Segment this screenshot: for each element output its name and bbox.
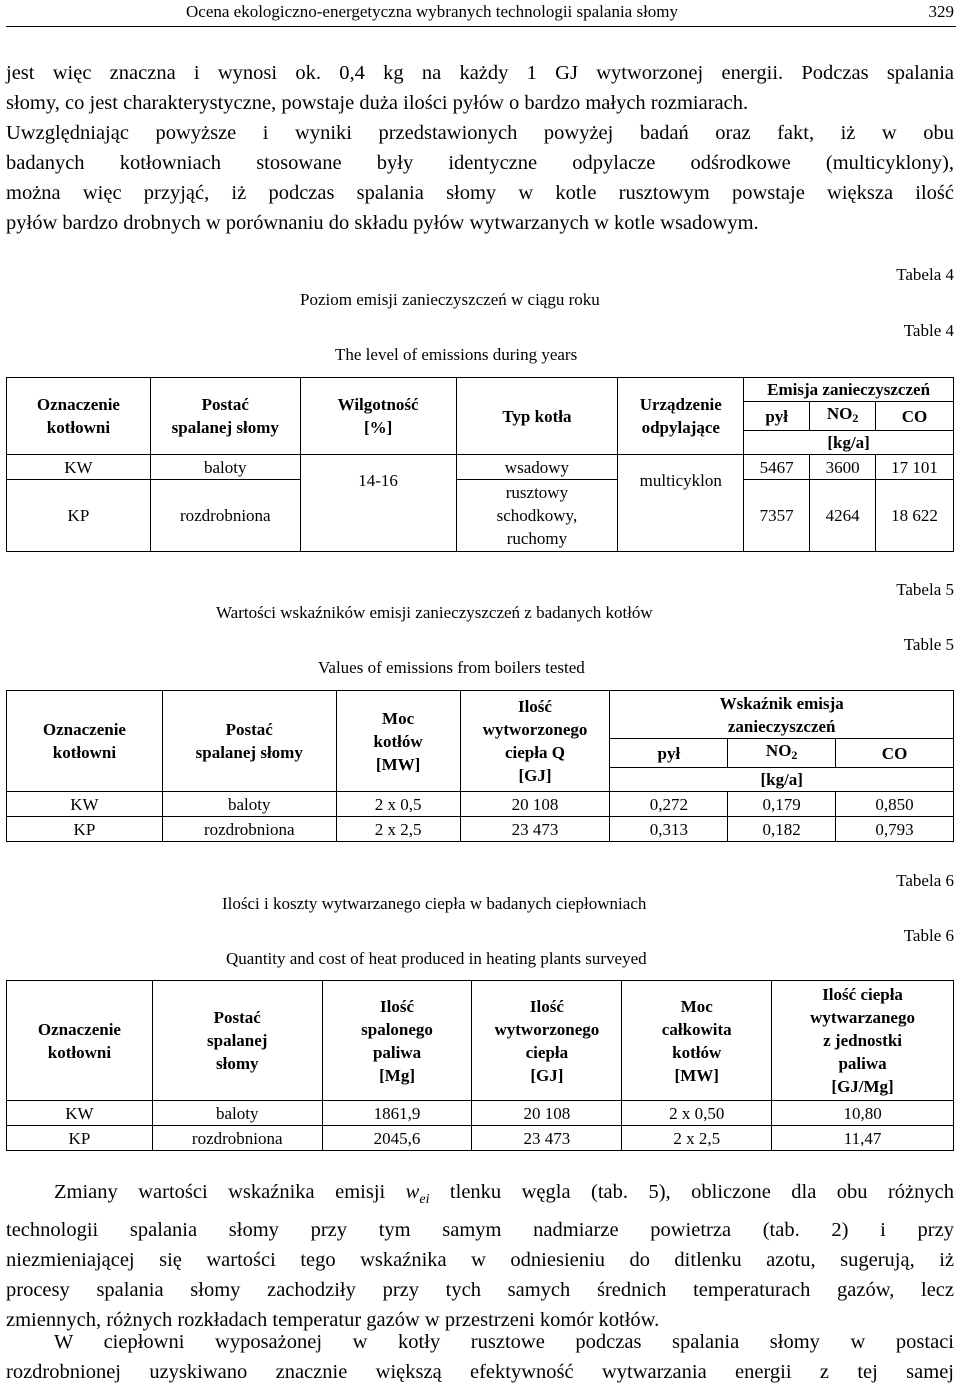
table4-title-en: The level of emissions during years	[335, 345, 578, 364]
table5-label-pl: Tabela 5	[896, 580, 954, 599]
table4-header-id: Oznaczenie kotłowni	[7, 378, 151, 455]
table4-header-unit: [kg/a]	[744, 431, 954, 455]
table4-label-pl: Tabela 4	[896, 265, 954, 284]
table4-header-no2: $NO_2$	[810, 402, 876, 431]
table5-header-id: Oznaczenie kotłowni	[7, 691, 163, 792]
table6-header-unit-heat: Ilość ciepła wytwarzanego z jednostki paliwa [GJ/Mg]	[772, 981, 954, 1101]
table5-header-heat: Ilość wytworzonego ciepła Q [GJ]	[460, 691, 610, 792]
text-line: jest więc znaczna i wynosi ok. 0,4 kg na każdy 1 GJ wytworzonej energii. Podczas spalania	[6, 62, 954, 84]
text-line: technologii spalania słomy przy tym samym nadmiarze powietrza (tab. 2) i przy	[6, 1219, 954, 1242]
text-line: słomy, co jest charakterystyczne, powstaje duża ilości pyłów o bardzo małych rozmiarach.	[6, 92, 749, 114]
table6-header-id: Oznaczenie kotłowni	[7, 981, 153, 1101]
text-line: Zmiany wartości wskaźnika emisji $w_{ei}$ tlenku węgla (tab. 5), obliczone dla obu różnych	[54, 1181, 954, 1208]
table6-header-heat: Ilość wytworzonego ciepła [GJ]	[472, 981, 622, 1101]
table5-header-indicator: Wskaźnik emisja zanieczyszczeń	[610, 691, 954, 739]
table4-device-value: multicyklon	[618, 455, 744, 552]
text-line: W ciepłowni wyposażonej w kotły rusztowe podczas spalania słomy w postaci	[54, 1331, 954, 1353]
table4-header-dust: pył	[744, 402, 810, 431]
text-line: procesy spalania słomy zachodziły przy tych samych średnich temperaturach gazów, lecz	[6, 1279, 954, 1302]
table4-label-en: Table 4	[903, 321, 954, 340]
paragraph-efficiency	[6, 1327, 954, 1387]
table4-title-pl: Poziom emisji zanieczyszczeń w ciągu roku	[300, 290, 600, 309]
table4-header-emission: Emisja zanieczyszczeń	[744, 378, 954, 402]
table5-header-unit: [kg/a]	[610, 768, 954, 792]
table6-header-fuel: Ilość spalonego paliwa [Mg]	[322, 981, 472, 1101]
table5	[6, 690, 954, 842]
table6-title-en: Quantity and cost of heat produced in heating plants surveyed	[226, 949, 647, 968]
running-header	[6, 0, 956, 27]
table5-header-no2: $NO_2$	[728, 739, 836, 768]
table5-label-en: Table 5	[903, 635, 954, 654]
text-line: badanych kotłowniach stosowane były identyczne odpylacze odśrodkowe (multicyklony),	[6, 152, 954, 174]
table4-header-boiler: Typ kotła	[456, 378, 618, 455]
paragraph-conclusions	[6, 1177, 954, 1335]
table5-header-form: Postać spalanej słomy	[162, 691, 336, 792]
table-row: KP rozdrobniona rusztowy schodkowy, ruchomy 7357 4264 18 622	[7, 480, 954, 552]
table5-header-power: Moc kotłów [MW]	[336, 691, 460, 792]
table-row: KW baloty 2 x 0,5 20 108 0,272 0,179 0,850	[7, 792, 954, 817]
table6-label-en: Table 6	[903, 926, 954, 945]
table4-header-device: Urządzenie odpylające	[618, 378, 744, 455]
table4-header-co: CO	[876, 402, 954, 431]
table6-title-pl: Ilości i koszty wytwarzanego ciepła w badanych ciepłowniach	[222, 894, 647, 913]
table5-header-dust: pył	[610, 739, 728, 768]
text-line: zmiennych, różnych rozkładach temperatur gazów w przestrzeni komór kotłów.	[6, 1309, 660, 1332]
text-line: Uwzględniając powyższe i wyniki przedstawionych powyżej badań oraz fakt, iż w obu	[6, 122, 954, 144]
page-number: 329	[928, 2, 954, 21]
running-header-title: Ocena ekologiczno-energetyczna wybranych technologii spalania słomy	[186, 2, 679, 21]
text-line: niezmieniającej się wartości tego wskaźnika w odniesieniu do ditlenku azotu, sugerują, iż	[6, 1249, 954, 1272]
table-row: KP rozdrobniona 2045,6 23 473 2 x 2,5 11,47	[7, 1126, 954, 1151]
table6-header-power: Moc całkowita kotłów [MW]	[622, 981, 772, 1101]
table5-title-en: Values of emissions from boilers tested	[318, 658, 585, 677]
text-line: rozdrobnionej uzyskiwano znacznie większą efektywność wytwarzania energii z tej samej	[6, 1361, 954, 1383]
table4-moisture-value: 14-16	[300, 455, 456, 552]
table-row: KW baloty 14-16 wsadowy multicyklon 5467 3600 17 101	[7, 455, 954, 480]
text-line: pyłów bardzo drobnych w porównaniu do składu pyłów wytwarzanych w kotle wsadowym.	[6, 212, 759, 234]
table-row: KP rozdrobniona 2 x 2,5 23 473 0,313 0,182 0,793	[7, 817, 954, 842]
table4-header-form: Postać spalanej słomy	[150, 378, 300, 455]
table6	[6, 980, 954, 1151]
table6-label-pl: Tabela 6	[896, 871, 954, 890]
table5-header-co: CO	[836, 739, 954, 768]
table-row: KW baloty 1861,9 20 108 2 x 0,50 10,80	[7, 1101, 954, 1126]
text-line: można więc przyjąć, iż podczas spalania słomy w kotle rusztowym powstaje większa ilość	[6, 182, 954, 204]
paragraph-intro	[6, 58, 954, 238]
table5-title-pl: Wartości wskaźników emisji zanieczyszczeń z badanych kotłów	[216, 603, 653, 622]
table6-header-form: Postać spalanej słomy	[152, 981, 322, 1101]
table4-header-moisture: Wilgotność [%]	[300, 378, 456, 455]
table4	[6, 377, 954, 552]
